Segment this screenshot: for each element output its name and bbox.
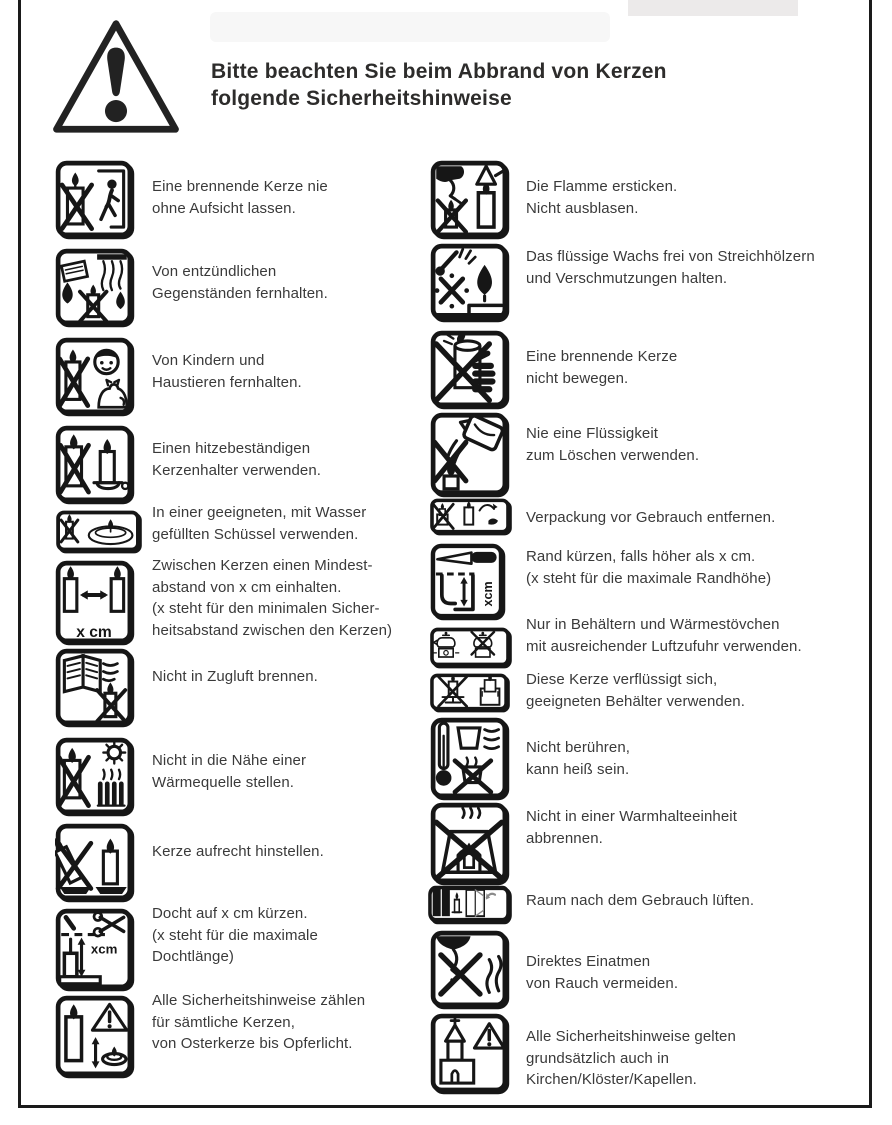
safety-item-text-line: mit ausreichender Luftzufuhr verwenden. bbox=[526, 637, 802, 655]
scan-artifact bbox=[210, 12, 610, 42]
safety-item-text-line: (x steht für den minimalen Sicher- bbox=[152, 600, 380, 617]
page-title-line1: Bitte beachten Sie beim Abbrand von Kerzen bbox=[211, 60, 667, 83]
safety-item-text-line: Alle Sicherheitshinweise zählen bbox=[152, 992, 366, 1009]
no-liquid-extinguish-icon bbox=[430, 412, 508, 496]
safety-item-text-line: Direktes Einatmen bbox=[526, 953, 651, 970]
safety-item-text bbox=[152, 666, 318, 688]
safety-item-text-line: und Verschmutzungen halten. bbox=[526, 269, 728, 287]
no-smoke-inhale-icon bbox=[430, 930, 508, 1008]
safety-item-text bbox=[526, 546, 771, 589]
safety-item-text-line: Nicht in Zugluft brennen. bbox=[152, 668, 318, 685]
all-candles-notice-icon bbox=[55, 995, 133, 1077]
safety-item-text bbox=[152, 350, 302, 393]
page-border-left bbox=[18, 0, 21, 1108]
safety-item-text-line: Dochtlänge) bbox=[152, 948, 234, 965]
safety-item-text bbox=[152, 176, 328, 219]
safety-item-text-line: kann heiß sein. bbox=[526, 760, 630, 778]
page-border-right bbox=[869, 0, 872, 1108]
safety-item-text bbox=[526, 246, 815, 289]
safety-item-text-line: Gegenständen fernhalten. bbox=[152, 284, 328, 302]
svg-text:xcm: xcm bbox=[90, 941, 118, 957]
svg-text:xcm: xcm bbox=[481, 581, 496, 607]
trim-rim-icon bbox=[430, 543, 504, 619]
safety-item-text-line: ohne Aufsicht lassen. bbox=[152, 199, 296, 217]
safety-item-text-line: Nie eine Flüssigkeit bbox=[526, 425, 659, 442]
safety-item-text-line: heitsabstand zwischen den Kerzen) bbox=[152, 621, 393, 639]
safety-item-text bbox=[526, 737, 630, 780]
safety-item-text-line: Von Kindern und bbox=[152, 352, 265, 369]
safety-item-text-line: zum Löschen verwenden. bbox=[526, 446, 700, 464]
hot-surface-icon bbox=[430, 717, 508, 799]
safety-item-text bbox=[152, 903, 318, 968]
safety-item-text-line: Docht auf x cm kürzen. bbox=[152, 905, 308, 922]
upright-candle-icon bbox=[55, 823, 133, 901]
safety-item-text bbox=[526, 1026, 736, 1091]
safety-item-text-line: Nicht in die Nähe einer bbox=[152, 752, 307, 769]
no-moving-icon bbox=[430, 330, 508, 408]
safety-item-text bbox=[526, 669, 745, 712]
safety-item-text-line: Einen hitzebeständigen bbox=[152, 440, 311, 457]
safety-item-text bbox=[526, 951, 678, 994]
church-notice-icon bbox=[430, 1013, 508, 1093]
safety-item-text-line: Nicht ausblasen. bbox=[526, 199, 639, 217]
safety-item-text-line: Das flüssige Wachs frei von Streichhölzern bbox=[526, 248, 815, 265]
safety-item-text-line: Nicht in einer Warmhalteeinheit bbox=[526, 808, 737, 825]
page-title-line2: folgende Sicherheitshinweise bbox=[211, 87, 512, 110]
no-draft-icon bbox=[55, 648, 133, 726]
safety-item-text-line: Eine brennende Kerze nie bbox=[152, 178, 328, 195]
safety-item-text-line: für sämtliche Kerzen, bbox=[152, 1013, 295, 1031]
safety-item-text-line: nicht bewegen. bbox=[526, 369, 629, 387]
safety-item-text-line: Wärmequelle stellen. bbox=[152, 773, 295, 791]
safety-item-text bbox=[152, 555, 392, 641]
safety-item-text-line: Alle Sicherheitshinweise gelten bbox=[526, 1028, 736, 1045]
ventilate-room-icon bbox=[428, 885, 510, 923]
safety-item-text-line: von Rauch vermeiden. bbox=[526, 974, 679, 992]
safety-item-text bbox=[526, 507, 775, 529]
safety-item-text bbox=[152, 438, 321, 481]
page-border-bottom bbox=[18, 1105, 872, 1108]
safety-item-text-line: Haustieren fernhalten. bbox=[152, 373, 302, 391]
safety-item-text bbox=[526, 423, 699, 466]
page-title bbox=[211, 58, 667, 112]
safety-item-text-line: abstand von x cm einhalten. bbox=[152, 578, 342, 596]
safety-item-text-line: geeigneten Behälter verwenden. bbox=[526, 692, 745, 710]
water-bowl-icon bbox=[56, 510, 140, 552]
safety-item-text-line: Verpackung vor Gebrauch entfernen. bbox=[526, 509, 776, 526]
safety-item-text-line: Rand kürzen, falls höher als x cm. bbox=[526, 548, 756, 565]
warning-triangle-icon bbox=[48, 16, 184, 136]
safety-item-text-line: Die Flamme ersticken. bbox=[526, 178, 678, 195]
safety-item-text bbox=[152, 750, 306, 793]
safety-item-text bbox=[152, 261, 328, 304]
safety-item-text-line: Kirchen/Klöster/Kapellen. bbox=[526, 1071, 697, 1088]
scan-artifact bbox=[628, 0, 798, 16]
smother-flame-icon bbox=[430, 160, 508, 238]
trim-wick-icon bbox=[55, 908, 133, 990]
candle-distance-icon bbox=[55, 560, 133, 644]
ventilated-holder-icon bbox=[430, 627, 510, 667]
heatproof-holder-icon bbox=[55, 425, 133, 503]
safety-item-text-line: gefüllten Schüssel verwenden. bbox=[152, 525, 359, 543]
safety-item-text-line: Nur in Behältern und Wärmestövchen bbox=[526, 616, 780, 633]
safety-item-text-line: von Osterkerze bis Opferlicht. bbox=[152, 1035, 353, 1052]
safety-item-text-line: In einer geeigneten, mit Wasser bbox=[152, 504, 367, 521]
safety-item-text bbox=[526, 806, 737, 849]
safety-item-text-line: Eine brennende Kerze bbox=[526, 348, 678, 365]
safety-item-text-line: Nicht berühren, bbox=[526, 739, 631, 756]
safety-item-text-line: Kerzenhalter verwenden. bbox=[152, 461, 322, 479]
safety-item-text-line: abbrennen. bbox=[526, 829, 603, 847]
remove-packaging-icon bbox=[430, 498, 510, 534]
safety-item-text bbox=[152, 841, 324, 863]
no-unattended-candle-icon bbox=[55, 160, 133, 238]
keep-from-flammables-icon bbox=[55, 248, 133, 326]
safety-item-text bbox=[152, 990, 365, 1055]
safety-item-text-line: (x steht für die maximale bbox=[152, 926, 318, 944]
svg-text:x cm: x cm bbox=[76, 624, 112, 641]
keep-from-children-pets-icon bbox=[55, 337, 133, 415]
safety-item-text bbox=[152, 502, 366, 545]
safety-item-text bbox=[526, 346, 677, 389]
safety-item-text bbox=[526, 614, 802, 657]
no-food-warmer-icon bbox=[430, 802, 508, 884]
safety-item-text-line: Diese Kerze verflüssigt sich, bbox=[526, 671, 718, 688]
safety-item-text-line: grundsätzlich auch in bbox=[526, 1049, 670, 1067]
clean-wax-icon bbox=[430, 243, 508, 321]
safety-item-text bbox=[526, 890, 754, 912]
safety-item-text-line: Kerze aufrecht hinstellen. bbox=[152, 843, 324, 860]
no-heat-source-icon bbox=[55, 737, 133, 815]
liquefying-candle-icon bbox=[430, 673, 508, 711]
safety-item-text-line: (x steht für die maximale Randhöhe) bbox=[526, 569, 772, 587]
safety-item-text bbox=[526, 176, 677, 219]
safety-item-text-line: Von entzündlichen bbox=[152, 263, 277, 280]
safety-item-text-line: Raum nach dem Gebrauch lüften. bbox=[526, 892, 755, 909]
safety-item-text-line: Zwischen Kerzen einen Mindest- bbox=[152, 557, 373, 574]
